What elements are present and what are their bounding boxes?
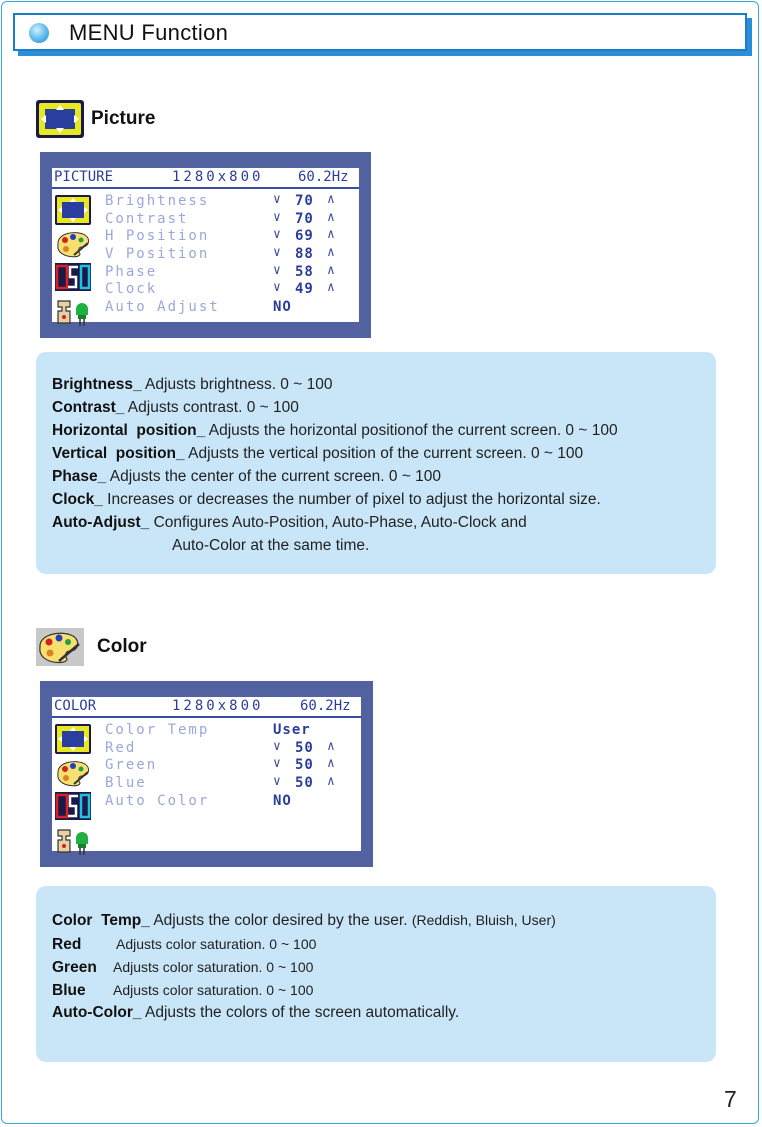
chevron-down-icon: ∨ [273, 192, 281, 207]
osd-setup-icon [54, 295, 92, 327]
osd-row-name: Contrast [105, 210, 189, 227]
description-term: Clock_ [52, 491, 103, 508]
description-text: Adjusts the color desired by the user. [149, 912, 412, 929]
chevron-up-icon: ∧ [327, 192, 335, 207]
chevron-up-icon: ∧ [327, 756, 335, 772]
osd-menu-title: PICTURE [54, 169, 114, 185]
description-term: Phase_ [52, 468, 107, 485]
description-text: Adjusts brightness. 0 ~ 100 [141, 376, 333, 393]
osd-row-value: 50 [295, 739, 314, 756]
description-line [52, 491, 601, 509]
osd-frequency: 60.2Hz [298, 169, 349, 185]
chevron-up-icon: ∧ [327, 262, 335, 278]
header-bar [13, 13, 747, 51]
description-text: Adjusts color saturation. 0 ~ 100 [113, 959, 314, 975]
description-text: Adjusts the vertical position of the current screen. 0 ~ 100 [184, 445, 584, 462]
description-line [52, 468, 441, 486]
color-palette-icon [35, 627, 85, 667]
color-description-box [36, 886, 716, 1062]
chevron-up-icon: ∧ [327, 245, 335, 261]
chevron-down-icon: ∨ [273, 262, 281, 278]
description-term: Vertical position_ [52, 445, 185, 462]
osd-resolution: 1280x800 [172, 169, 264, 185]
chevron-up-icon: ∧ [327, 280, 335, 296]
chevron-down-icon: ∨ [273, 774, 281, 790]
osd-row-value: 58 [295, 263, 314, 280]
osd-menu-title: COLOR [54, 698, 97, 714]
picture-position-icon [35, 99, 85, 139]
osd-row-name: Brightness [105, 193, 210, 209]
osd-row-name: V Position [105, 246, 210, 263]
description-text: Adjusts color saturation. 0 ~ 100 [116, 936, 317, 952]
osd-row-name: Phase [105, 263, 158, 280]
osd-row-name: Auto Color [105, 792, 210, 809]
osd-osd-icon [54, 262, 92, 292]
chevron-up-icon: ∧ [327, 738, 335, 754]
description-line [52, 936, 316, 954]
osd-row-value: NO [273, 299, 292, 316]
description-options: (Reddish, Bluish, User) [411, 912, 556, 928]
description-line [52, 445, 583, 463]
osd-icon-column [54, 723, 94, 859]
chevron-down-icon: ∨ [273, 756, 281, 772]
osd-row-value: 50 [295, 757, 314, 774]
description-line [52, 399, 299, 417]
picture-heading [35, 99, 155, 139]
chevron-down-icon: ∨ [273, 209, 281, 225]
osd-row-name: Green [105, 757, 158, 774]
osd-screen [52, 697, 361, 851]
description-text: Adjusts the horizontal positionof the current screen. 0 ~ 100 [205, 422, 618, 439]
color-title: Color [97, 636, 147, 657]
chevron-down-icon: ∨ [273, 280, 281, 296]
osd-row-name: Color Temp [105, 722, 210, 738]
description-line [52, 422, 618, 440]
description-line [52, 514, 527, 532]
osd-resolution: 1280x800 [172, 698, 264, 714]
osd-row-value: 50 [295, 775, 314, 792]
description-line [52, 912, 556, 930]
color-heading [35, 627, 147, 667]
osd-position-icon [54, 723, 92, 755]
description-text: Configures Auto-Position, Auto-Phase, Auto-Clock and [149, 514, 527, 531]
osd-row-value: User [273, 722, 311, 738]
chevron-up-icon: ∧ [327, 227, 335, 243]
picture-osd-screenshot [40, 152, 371, 338]
page-title: MENU Function [69, 20, 229, 45]
osd-titlebar [52, 697, 361, 718]
osd-frequency: 60.2Hz [300, 698, 351, 714]
description-line [52, 376, 332, 394]
osd-setup-icon [54, 824, 92, 856]
osd-row-name: Auto Adjust [105, 299, 220, 316]
description-term: Green [52, 959, 97, 976]
osd-row-name: H Position [105, 228, 210, 245]
description-term: Horizontal position_ [52, 422, 206, 439]
picture-description-box [36, 352, 716, 574]
chevron-up-icon: ∧ [327, 209, 335, 225]
chevron-down-icon: ∨ [273, 738, 281, 754]
bullet-icon [29, 23, 49, 43]
description-term: Auto-Adjust_ [52, 514, 150, 531]
description-text: Adjusts color saturation. 0 ~ 100 [113, 982, 314, 998]
description-line [52, 959, 313, 977]
chevron-down-icon: ∨ [273, 227, 281, 243]
description-text: Increases or decreases the number of pixel to adjust the horizontal size. [102, 491, 601, 508]
osd-row-value: 70 [295, 193, 314, 209]
osd-osd-icon [54, 791, 92, 821]
description-term: Contrast_ [52, 399, 125, 416]
osd-row-value: 88 [295, 246, 314, 263]
osd-titlebar [52, 168, 359, 189]
description-line [52, 982, 313, 1000]
description-line [172, 537, 369, 555]
color-osd-screenshot [40, 681, 373, 867]
osd-row-value: 49 [295, 281, 314, 298]
description-term: Brightness_ [52, 376, 142, 393]
osd-color-palette-icon [54, 229, 92, 259]
description-text: Adjusts the colors of the screen automatically. [141, 1004, 460, 1021]
osd-color-palette-icon [54, 758, 92, 788]
osd-position-icon [54, 194, 92, 226]
page-number: 7 [724, 1086, 737, 1112]
osd-row-value: 70 [295, 210, 314, 227]
description-line [52, 1004, 459, 1022]
picture-title: Picture [91, 108, 156, 129]
description-text: Adjusts the center of the current screen. 0 ~ 100 [106, 468, 442, 485]
osd-row-name: Clock [105, 281, 158, 298]
osd-row-name: Red [105, 739, 137, 756]
chevron-up-icon: ∧ [327, 774, 335, 790]
chevron-down-icon: ∨ [273, 245, 281, 261]
osd-screen [52, 168, 359, 322]
description-text: Auto-Color at the same time. [172, 537, 370, 554]
description-term: Auto-Color_ [52, 1004, 142, 1021]
description-term: Red [52, 936, 82, 953]
osd-row-name: Blue [105, 775, 147, 792]
description-term: Blue [52, 982, 86, 999]
osd-row-value: NO [273, 792, 292, 809]
osd-icon-column [54, 194, 94, 330]
description-term: Color Temp_ [52, 912, 150, 929]
osd-row-value: 69 [295, 228, 314, 245]
description-text: Adjusts contrast. 0 ~ 100 [124, 399, 299, 416]
